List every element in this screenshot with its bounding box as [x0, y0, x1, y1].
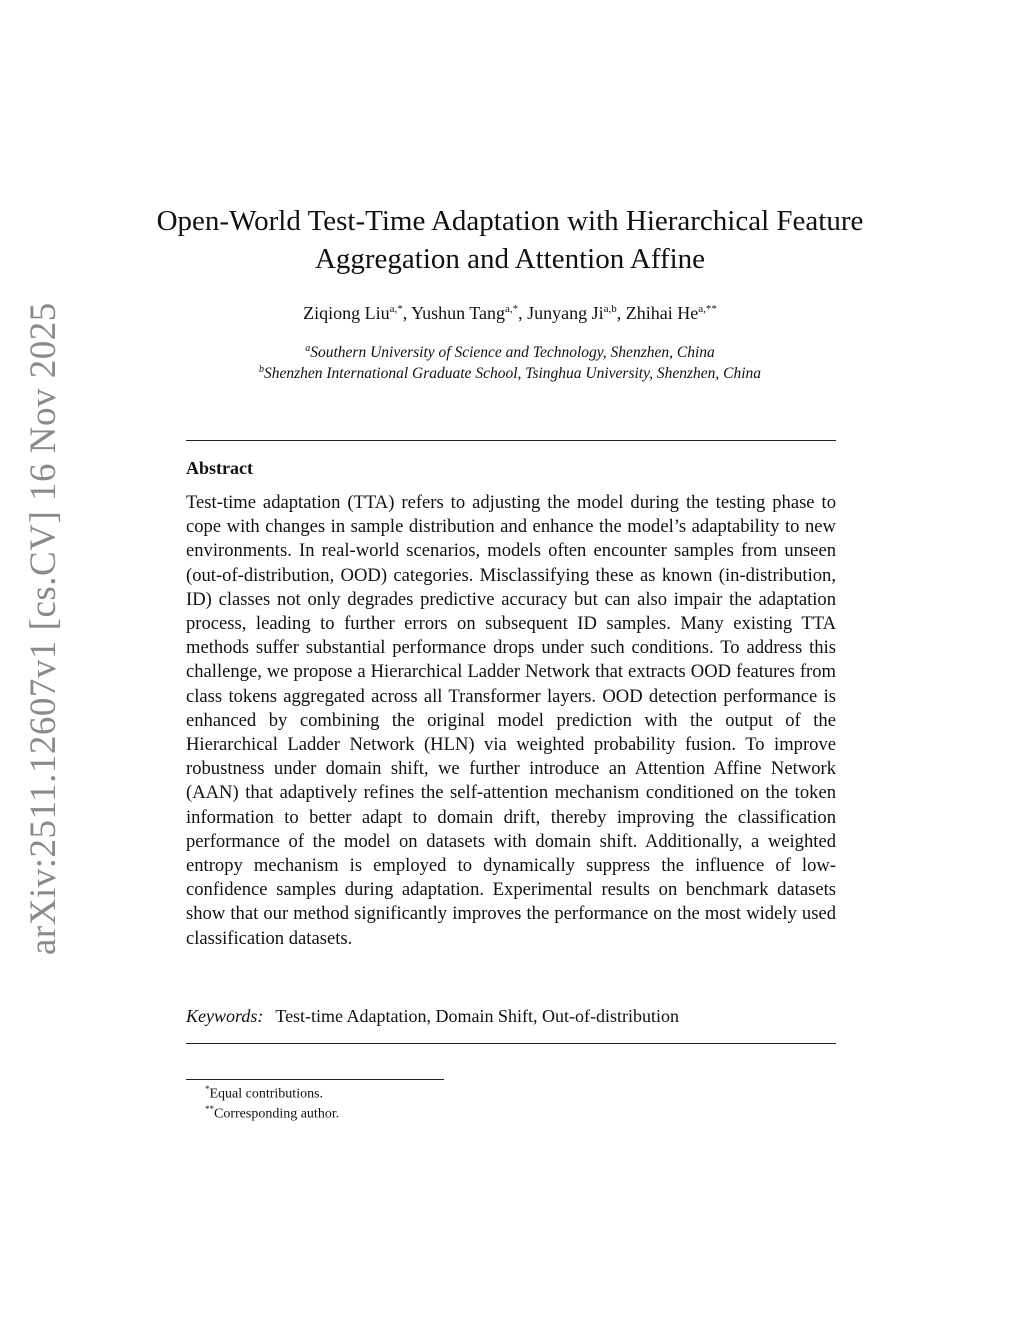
- author-name: Junyang Ji: [527, 303, 604, 323]
- affiliation-b: [150, 364, 870, 383]
- affiliation-text: Shenzhen International Graduate School, Tsinghua University, Shenzhen, China: [263, 365, 762, 383]
- footnote-equal: [205, 1084, 323, 1103]
- keywords-text: Test-time Adaptation, Domain Shift, Out-of-distribution: [275, 1006, 680, 1026]
- author-list: Ziqiong Liu$^{a,*}$, Yushun Tang$^{a,*}$, Junyang Ji$^{a,b}$, Zhihai $He^{a,**}$: [303, 303, 717, 323]
- paper-title: Open-World Test-Time Adaptation with Hierarchical Feature Aggregation and Attention Affine: [156, 205, 864, 275]
- bottom-divider: [186, 1043, 836, 1044]
- author-name: Zhihai He: [625, 303, 699, 323]
- footnote-text: Corresponding author.: [214, 1106, 340, 1122]
- author-name: Yushun Tang: [411, 303, 505, 323]
- author-name: Ziqiong Liu: [303, 303, 390, 323]
- author-affil-mark: a,**: [698, 303, 717, 315]
- footnote-corresponding: [205, 1104, 339, 1123]
- abstract-body: Test-time adaptation (TTA) refers to adjusting the model during the testing phase to cope with changes in sample distribution and enhance the model’s adaptability to new environments. In real-world scenarios, models often encounter samples from unseen (out-of-distribution, OOD) categories. Misclassifying these as known (in-distribution, ID) classes not only degrades predictive accuracy but can also impair the adaptation process, leading to further errors on subsequent ID samples. Many existing TTA methods suffer substantial performance drops under such conditions. To address this challenge, we propose a Hierarchical Ladder Network that extracts OOD features from class tokens aggregated across all Transformer layers. OOD detection performance is enhanced by combining the original model prediction with the output of the Hierarchical Ladder Network (HLN) via weighted probability fusion. To improve robustness under domain shift, we further introduce an Attention Affine Network (AAN) that adaptively refines the self-attention mechanism conditioned on the token information to better adapt to domain drift, thereby improving the classification performance of the model on datasets with domain shift. Additionally, a weighted entropy mechanism is employed to dynamically suppress the influence of low-confidence samples during adaptation. Experimental results on benchmark datasets show that our method significantly improves the performance on the most widely used classification datasets.: [186, 492, 836, 949]
- author-affil-mark: a,*: [389, 303, 403, 315]
- keywords-label: Keywords:: [186, 1006, 264, 1026]
- affiliation-a: [150, 343, 870, 362]
- abstract-heading: Abstract: [186, 458, 253, 478]
- author-affil-mark: a,b: [603, 303, 617, 315]
- footnote-text: Equal contributions.: [209, 1086, 324, 1102]
- author-affil-mark: a,*: [505, 303, 519, 315]
- affiliation-mark: a: [305, 343, 311, 354]
- footnote-rule: [186, 1079, 444, 1080]
- arxiv-side-stamp: arXiv:2511.12607v1 [cs.CV] 16 Nov 2025: [23, 302, 64, 955]
- footnote-mark: *: [205, 1084, 210, 1094]
- top-divider: [186, 440, 836, 441]
- affiliation-text: Southern University of Science and Technology, Shenzhen, China: [310, 344, 715, 362]
- footnote-mark: **: [205, 1104, 214, 1114]
- affiliation-mark: b: [258, 364, 264, 375]
- keywords-line: [186, 1006, 836, 1027]
